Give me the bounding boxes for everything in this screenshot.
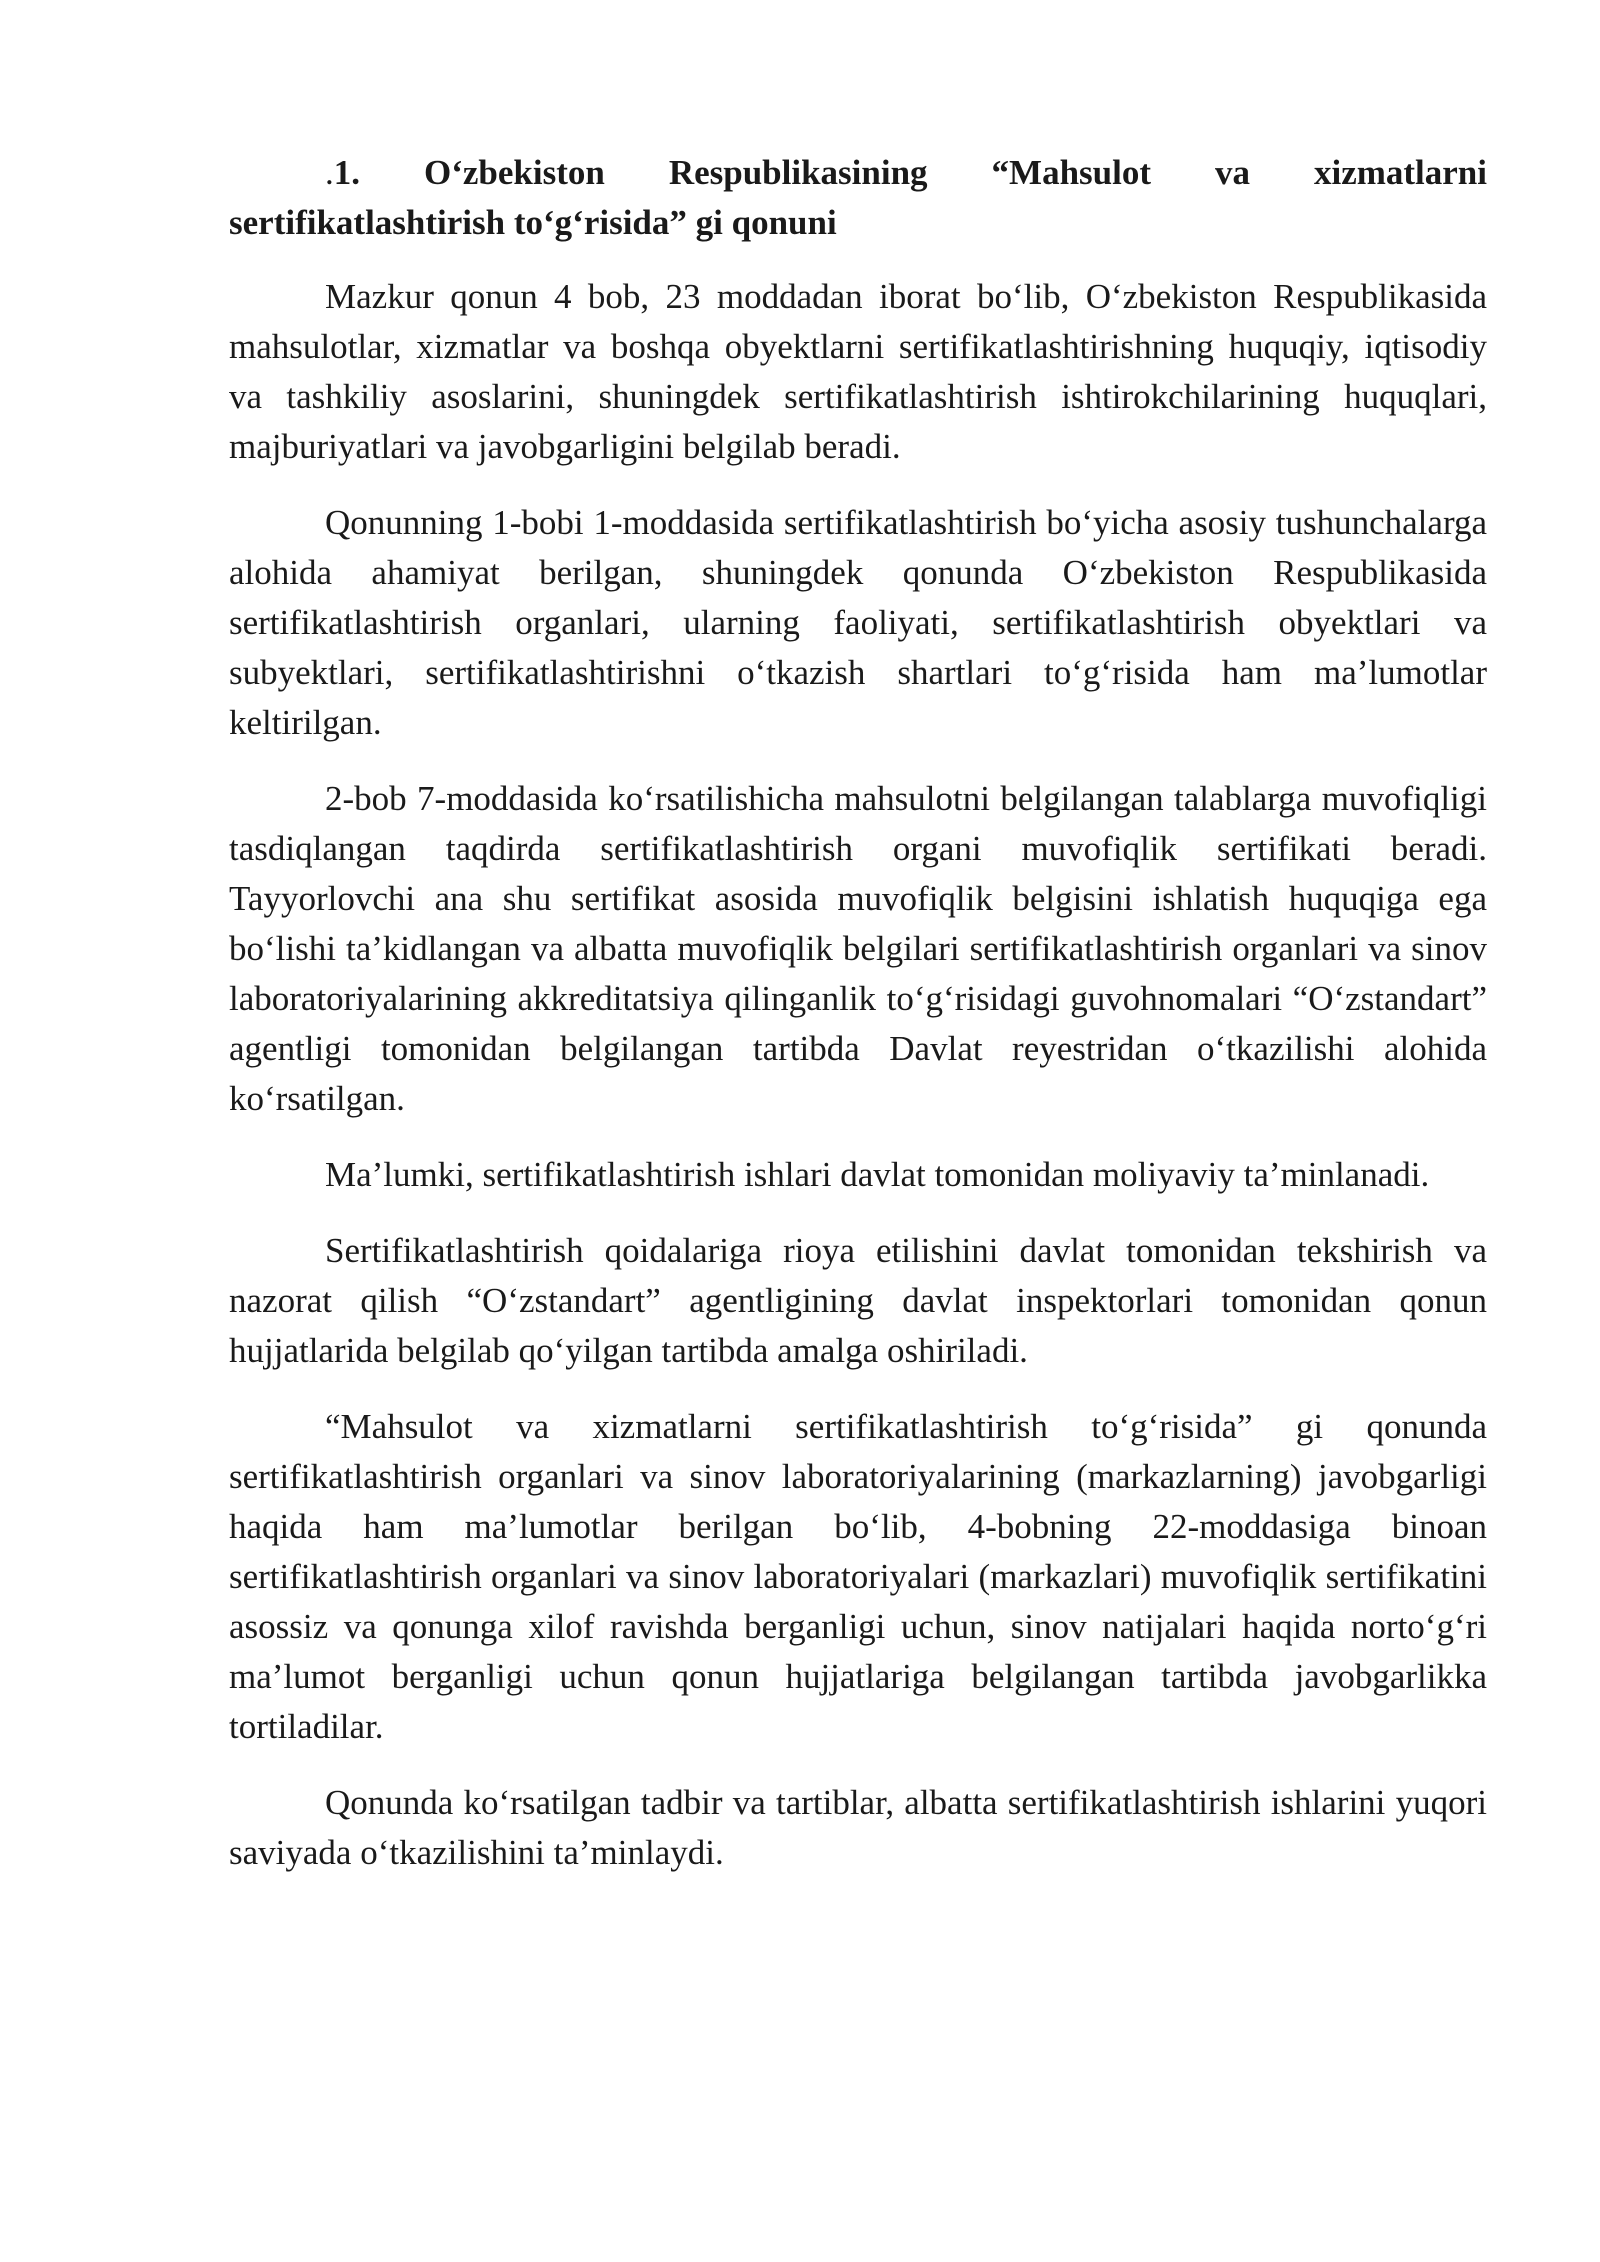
paragraph-7: Qonunda ko‘rsatilgan tadbir va tartiblar, albatta sertifikatlashtirish ishlarini yuqori saviyada o‘tkazilishini ta’minlaydi. (229, 1783, 1487, 1872)
paragraph-1: Mazkur qonun 4 bob, 23 moddadan iborat bo‘lib, O‘zbekiston Respublikasida mahsulotlar, xizmatlar va boshqa obyektlarni sertifikatlashtirishning huquqiy, iqtisodiy va tashkiliy asoslarini, shuningdek sertifikatlashtirish ishtirokchilarining huquqlari, majburiyatlari va javobgarligini belgilab beradi. (229, 277, 1487, 466)
document-page (229, 148, 1487, 1904)
paragraph-6: “Mahsulot va xizmatlarni sertifikatlashtirish to‘g‘risida” gi qonunda sertifikatlashtirish organlari va sinov laboratoriyalarining (markazlarning) javobgarligi haqida ham ma’lumotlar berilgan bo‘lib, 4-bobning 22-moddasiga binoan sertifikatlashtirish organlari va sinov laboratoriyalari (markazlari) muvofiqlik sertifikatini asossiz va qonunga xilof ravishda berganligi uchun, sinov natijalari haqida norto‘g‘ri ma’lumot berganligi uchun qonun hujjatlariga belgilangan tartibda javobgarlikka tortiladilar. (229, 1407, 1487, 1746)
paragraph-3: 2-bob 7-moddasida ko‘rsatilishicha mahsulotni belgilangan talablarga muvofiqligi tasdiqlangan taqdirda sertifikatlashtirish organi muvofiqlik sertifikati beradi. Tayyorlovchi ana shu sertifikat asosida muvofiqlik belgisini ishlatish huquqiga ega bo‘lishi ta’kidlangan va albatta muvofiqlik belgilari sertifikatlashtirish organlari va sinov laboratoriyalarining akkreditatsiya qilinganlik to‘g‘risidagi guvohnomalari “O‘zstandart” agentligi tomonidan belgilangan tartibda Davlat reyestridan o‘tkazilishi alohida ko‘rsatilgan. (229, 779, 1487, 1118)
section-heading (229, 148, 1487, 248)
heading-text: 1. O‘zbekiston Respublikasining “Mahsulot va xizmatlarni sertifikatlashtirish to‘g‘risida” gi qonuni (229, 153, 1487, 242)
heading-dot: . (325, 153, 334, 192)
paragraph-2: Qonunning 1-bobi 1-moddasida sertifikatlashtirish bo‘yicha asosiy tushunchalarga alohida ahamiyat berilgan, shuningdek qonunda O‘zbekiston Respublikasida sertifikatlashtirish organlari, ularning faoliyati, sertifikatlashtirish obyektlari va subyektlari, sertifikatlashtirishni o‘tkazish shartlari to‘g‘risida ham ma’lumotlar keltirilgan. (229, 503, 1487, 742)
paragraph-5: Sertifikatlashtirish qoidalariga rioya etilishini davlat tomonidan tekshirish va nazorat qilish “O‘zstandart” agentligining davlat inspektorlari tomonidan qonun hujjatlarida belgilab qo‘yilgan tartibda amalga oshiriladi. (229, 1231, 1487, 1370)
paragraph-4: Ma’lumki, sertifikatlashtirish ishlari davlat tomonidan moliyaviy ta’minlanadi. (325, 1155, 1430, 1194)
